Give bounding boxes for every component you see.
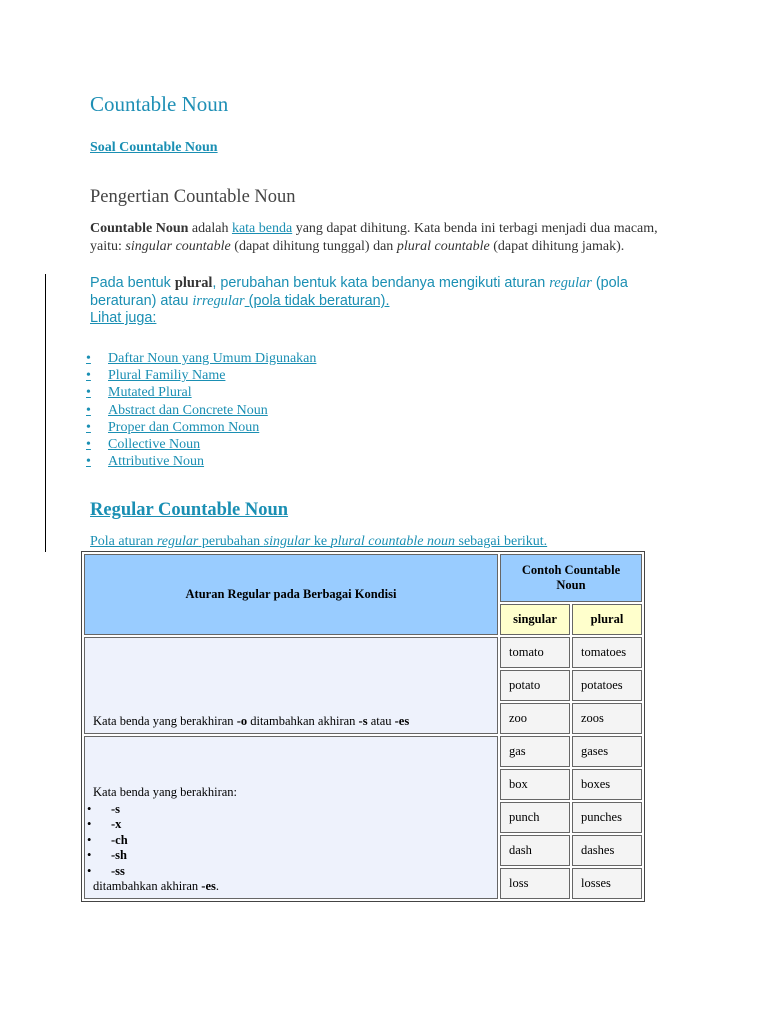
italic-term: regular bbox=[156, 534, 199, 549]
suffix: -es bbox=[201, 879, 216, 893]
ending-suffix: -ch bbox=[111, 832, 128, 847]
related-link-item[interactable] bbox=[86, 419, 316, 436]
soal-countable-noun-link[interactable]: Soal Countable Noun bbox=[90, 140, 218, 155]
cell-singular: loss bbox=[500, 868, 570, 899]
italic-term: plural countable bbox=[396, 238, 490, 254]
rule-sibilant-ending bbox=[84, 736, 498, 899]
plural-bold: plural bbox=[174, 275, 213, 291]
margin-rule bbox=[45, 274, 46, 552]
suffix: -s bbox=[358, 714, 368, 728]
ending-item bbox=[87, 848, 489, 864]
section-heading-regular[interactable]: Regular Countable Noun bbox=[90, 500, 289, 520]
bullet-icon: • bbox=[86, 402, 91, 418]
page-title: Countable Noun bbox=[90, 92, 229, 116]
text: atau bbox=[367, 714, 395, 728]
bullet-icon: • bbox=[86, 437, 91, 453]
plural-paragraph bbox=[90, 274, 690, 310]
bullet-icon: • bbox=[87, 832, 92, 847]
ending-item bbox=[87, 801, 489, 818]
header-rule: Aturan Regular pada Berbagai Kondisi bbox=[84, 554, 498, 635]
rule-outro bbox=[93, 879, 489, 894]
cell-plural: losses bbox=[572, 868, 642, 899]
cell-singular: zoo bbox=[500, 703, 570, 734]
text: ke bbox=[310, 534, 331, 549]
related-link-label[interactable]: Collective Noun bbox=[108, 437, 201, 453]
text: (dapat dihitung jamak). bbox=[489, 238, 625, 254]
lihat-juga-label: Lihat juga: bbox=[90, 310, 157, 326]
related-links-list bbox=[86, 350, 316, 470]
related-link-item[interactable] bbox=[86, 367, 316, 384]
bullet-icon: • bbox=[86, 419, 91, 435]
related-link-item[interactable] bbox=[86, 453, 316, 470]
kata-benda-link[interactable]: kata benda bbox=[231, 221, 293, 236]
suffix: -o bbox=[236, 714, 248, 728]
related-link-label[interactable]: Abstract dan Concrete Noun bbox=[108, 402, 268, 418]
header-examples: Contoh Countable Noun bbox=[500, 554, 642, 602]
cell-plural: dashes bbox=[572, 835, 642, 866]
related-link-label[interactable]: Proper dan Common Noun bbox=[108, 419, 260, 435]
cell-singular: box bbox=[500, 769, 570, 800]
text: Pola aturan bbox=[90, 534, 157, 549]
cell-singular: punch bbox=[500, 802, 570, 833]
italic-term: regular bbox=[549, 275, 592, 291]
ending-suffix: -x bbox=[111, 817, 122, 831]
text: perubahan bbox=[198, 534, 264, 549]
text: (dapat dihitung tunggal) dan bbox=[230, 238, 397, 254]
cell-plural: zoos bbox=[572, 703, 642, 734]
text: Kata benda yang berakhiran bbox=[93, 714, 237, 728]
bullet-icon: • bbox=[86, 368, 91, 384]
section-heading-pengertian: Pengertian Countable Noun bbox=[90, 187, 296, 207]
suffix: -es bbox=[394, 714, 410, 728]
related-link-item[interactable] bbox=[86, 350, 316, 367]
bullet-icon: • bbox=[87, 801, 92, 816]
ending-item bbox=[87, 832, 489, 849]
text: ditambahkan akhiran bbox=[93, 879, 202, 893]
ending-item bbox=[87, 863, 489, 880]
text: , perubahan bentuk kata bendanya mengikuti aturan bbox=[212, 275, 550, 291]
text: Pada bentuk bbox=[90, 275, 175, 291]
bullet-icon: • bbox=[87, 817, 92, 831]
bullet-icon: • bbox=[87, 848, 92, 862]
ending-item bbox=[87, 817, 489, 833]
related-link-item[interactable] bbox=[86, 402, 316, 419]
cell-singular: potato bbox=[500, 670, 570, 701]
bullet-icon: • bbox=[86, 385, 91, 401]
text: (pola tidak beraturan). bbox=[244, 293, 390, 309]
text: ditambahkan akhiran bbox=[247, 714, 359, 728]
cell-plural: tomatoes bbox=[572, 637, 642, 668]
ending-suffix: -s bbox=[111, 801, 121, 816]
rule-o-ending bbox=[84, 637, 498, 734]
text: (pola beraturan) atau bbox=[90, 275, 628, 309]
term-bold: Countable Noun bbox=[90, 221, 189, 236]
rule-intro: Kata benda yang berakhiran: bbox=[93, 784, 238, 799]
pola-paragraph[interactable] bbox=[90, 534, 547, 550]
bullet-icon: • bbox=[86, 454, 91, 470]
cell-singular: gas bbox=[500, 736, 570, 767]
related-link-item[interactable] bbox=[86, 384, 316, 401]
related-link-label[interactable]: Plural Familiy Name bbox=[108, 368, 226, 384]
cell-plural: gases bbox=[572, 736, 642, 767]
related-link-label[interactable]: Mutated Plural bbox=[108, 385, 192, 401]
cell-plural: boxes bbox=[572, 769, 642, 800]
text: sebagai berikut. bbox=[455, 534, 548, 549]
header-plural: plural bbox=[572, 604, 642, 635]
italic-term: singular bbox=[263, 534, 311, 549]
endings-list bbox=[87, 801, 489, 880]
italic-term: plural countable noun bbox=[330, 534, 456, 549]
cell-singular: dash bbox=[500, 835, 570, 866]
italic-term: irregular bbox=[192, 293, 245, 309]
related-link-label[interactable]: Daftar Noun yang Umum Digunakan bbox=[108, 351, 317, 366]
related-link-label[interactable]: Attributive Noun bbox=[108, 454, 205, 470]
italic-term: singular countable bbox=[125, 238, 231, 254]
cell-singular: tomato bbox=[500, 637, 570, 668]
header-singular: singular bbox=[500, 604, 570, 635]
text: yang dapat dihitung. Kata benda ini terbagi menjadi dua macam, yaitu: bbox=[90, 221, 658, 254]
bullet-icon: • bbox=[86, 351, 91, 366]
cell-plural: potatoes bbox=[572, 670, 642, 701]
text: . bbox=[215, 879, 219, 893]
regular-rules-table bbox=[81, 551, 645, 902]
ending-suffix: -sh bbox=[111, 848, 127, 862]
text: adalah bbox=[188, 221, 232, 236]
related-link-item[interactable] bbox=[86, 436, 316, 453]
definition-paragraph bbox=[90, 220, 680, 255]
bullet-icon: • bbox=[87, 863, 92, 878]
ending-suffix: -ss bbox=[111, 863, 125, 878]
cell-plural: punches bbox=[572, 802, 642, 833]
